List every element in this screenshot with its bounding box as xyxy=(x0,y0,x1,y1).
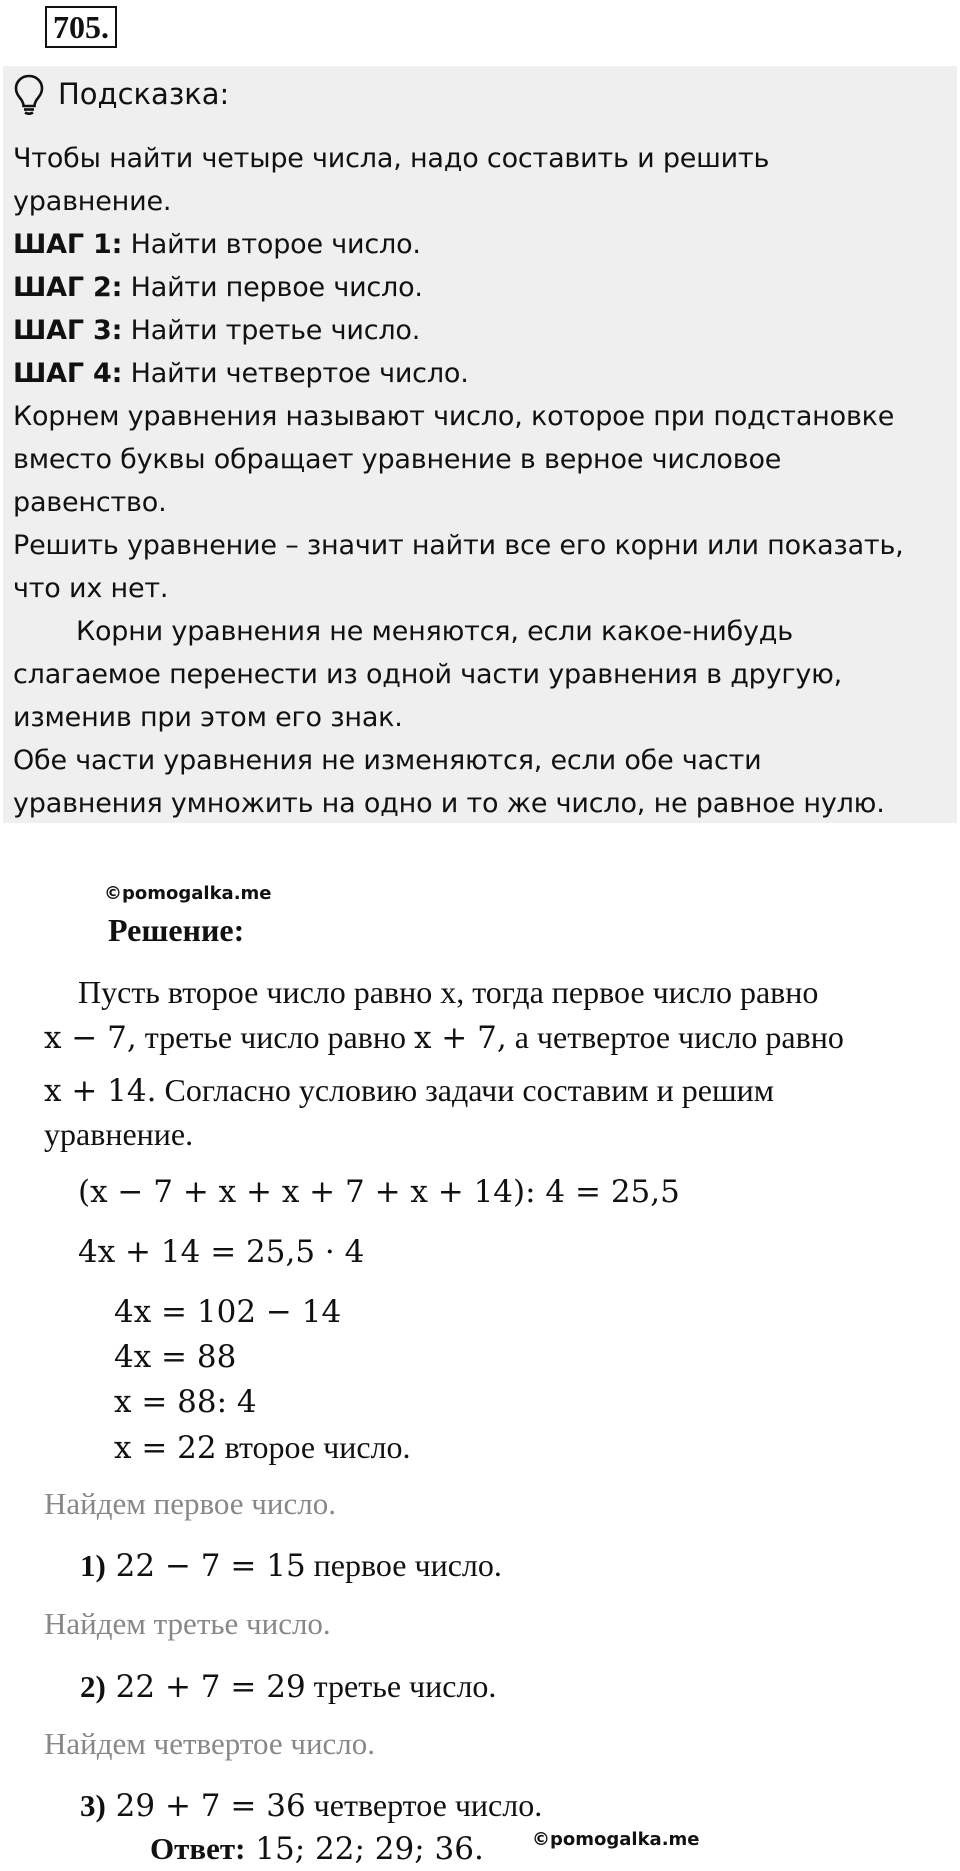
answer-value: 15; 22; 29; 36. xyxy=(245,1831,484,1867)
step-3-line xyxy=(80,1783,542,1827)
solution-paragraph-line-2 xyxy=(44,1015,844,1059)
step-text: Найти второе число. xyxy=(122,229,421,260)
text-fragment: третье число равно xyxy=(136,1019,414,1055)
solution-title: Решение: xyxy=(108,912,245,948)
hint-intro-line-1: Чтобы найти четыре числа, надо составить и решить xyxy=(13,143,770,174)
equation-1: (x − 7 + x + x + 7 + x + 14): 4 = 25,5 xyxy=(78,1174,680,1210)
step-number: 2) xyxy=(80,1669,106,1704)
answer-line xyxy=(150,1826,484,1870)
task-number: 705. xyxy=(45,6,117,48)
step-number: 1) xyxy=(80,1548,106,1583)
step-label: ШАГ 4: xyxy=(13,358,123,389)
text-fragment: Согласно условию задачи составим и решим xyxy=(156,1072,774,1108)
find-fourth-heading: Найдем четвертое число. xyxy=(44,1726,376,1761)
step-text: Найти третье число. xyxy=(122,315,421,346)
hint-rule1-1: Корни уравнения не меняются, если какое-нибудь xyxy=(76,616,793,647)
math-expression: x + 14. xyxy=(44,1073,157,1109)
equation-3: 4x = 102 − 14 xyxy=(114,1294,342,1330)
step-label: ШАГ 2: xyxy=(13,272,123,303)
watermark: ©pomogalka.me xyxy=(104,883,272,904)
hint-root-def-2: вместо буквы обращает уравнение в верное числовое xyxy=(13,444,782,475)
lightbulb-icon xyxy=(12,73,46,115)
text-fragment: третье число. xyxy=(305,1668,497,1704)
step-text: Найти четвертое число. xyxy=(122,358,469,389)
hint-intro-line-2: уравнение. xyxy=(13,186,172,217)
text-fragment: первое число. xyxy=(305,1547,502,1583)
math-expression: 29 + 7 = 36 xyxy=(105,1788,306,1824)
hint-step-4 xyxy=(13,352,469,395)
math-expression: x − 7, xyxy=(44,1020,137,1056)
solution-paragraph-line-3 xyxy=(44,1068,774,1112)
watermark-bottom: ©pomogalka.me xyxy=(532,1829,700,1850)
text-fragment: а четвертое число равно xyxy=(506,1019,844,1055)
hint-root-def-3: равенство. xyxy=(13,487,167,518)
solution-paragraph-line-1: Пусть второе число равно x, тогда первое число равно xyxy=(78,974,819,1010)
step-label: ШАГ 3: xyxy=(13,315,123,346)
hint-step-3 xyxy=(13,309,420,352)
text-fragment: второе число. xyxy=(216,1429,411,1465)
answer-label: Ответ: xyxy=(150,1831,246,1866)
math-expression: 22 + 7 = 29 xyxy=(105,1669,306,1705)
hint-solve-def-2: что их нет. xyxy=(13,573,169,604)
equation-2: 4x + 14 = 25,5 · 4 xyxy=(78,1234,365,1270)
equation-5: x = 88: 4 xyxy=(114,1384,257,1420)
step-2-line xyxy=(80,1664,496,1708)
hint-root-def-1: Корнем уравнения называют число, которое при подстановке xyxy=(13,401,895,432)
hint-title: Подсказка: xyxy=(58,77,230,111)
hint-step-1 xyxy=(13,223,421,266)
step-text: Найти первое число. xyxy=(122,272,423,303)
math-expression: x = 22 xyxy=(114,1430,217,1466)
find-third-heading: Найдем третье число. xyxy=(44,1606,331,1641)
equation-4: 4x = 88 xyxy=(114,1339,237,1375)
find-first-heading: Найдем первое число. xyxy=(44,1486,336,1521)
hint-header xyxy=(12,72,229,116)
step-1-line xyxy=(80,1543,502,1587)
step-number: 3) xyxy=(80,1788,106,1823)
text-fragment: четвертое число. xyxy=(305,1787,543,1823)
math-expression: x + 7, xyxy=(413,1020,507,1056)
math-expression: 22 − 7 = 15 xyxy=(105,1548,306,1584)
solution-paragraph-line-4: уравнение. xyxy=(44,1116,194,1152)
equation-6 xyxy=(114,1425,410,1469)
hint-rule2-2: уравнения умножить на одно и то же число, не равное нулю. xyxy=(13,788,885,819)
step-label: ШАГ 1: xyxy=(13,229,123,260)
hint-solve-def-1: Решить уравнение – значит найти все его корни или показать, xyxy=(13,530,904,561)
hint-rule1-2: слагаемое перенести из одной части уравнения в другую, xyxy=(13,659,843,690)
hint-step-2 xyxy=(13,266,423,309)
hint-rule2-1: Обе части уравнения не изменяются, если обе части xyxy=(13,745,762,776)
hint-rule1-3: изменив при этом его знак. xyxy=(13,702,403,733)
